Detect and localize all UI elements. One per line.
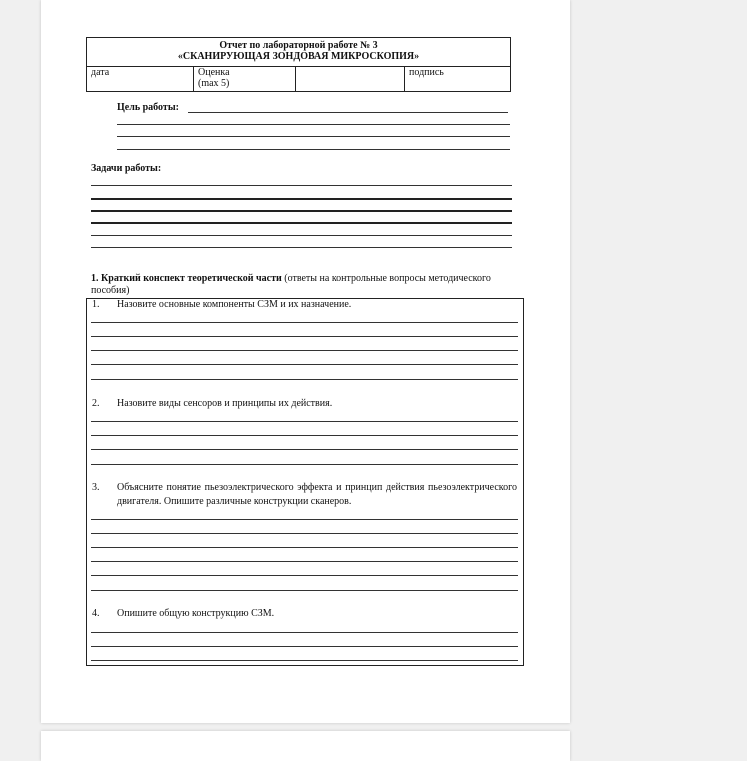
grade-label: Оценка — [198, 67, 230, 78]
signature-label: подпись — [409, 67, 444, 78]
answer-line — [91, 590, 518, 591]
answer-line — [91, 449, 518, 450]
question-text: Опишите общую конструкцию СЗМ. — [117, 608, 275, 619]
grade-cell — [194, 67, 296, 92]
goal-line — [117, 124, 510, 125]
goal-line — [188, 112, 508, 113]
answer-line — [91, 364, 518, 365]
tasks-line — [91, 198, 512, 200]
section1-heading — [91, 273, 521, 297]
report-title-line2: «СКАНИРУЮЩАЯ ЗОНДОВАЯ МИКРОСКОПИЯ» — [177, 51, 420, 62]
next-document-page — [41, 731, 570, 761]
viewer-scrollbar-track[interactable] — [741, 0, 747, 746]
answer-line — [91, 646, 518, 647]
report-title — [87, 38, 511, 67]
goal-line — [117, 136, 510, 137]
answer-line — [91, 322, 518, 323]
tasks-line — [91, 185, 512, 186]
question-text: Назовите основные компоненты СЗМ и их назначение. — [117, 299, 352, 310]
goal-label: Цель работы: — [117, 102, 179, 113]
report-header-table — [86, 37, 511, 92]
section1-title: 1. Краткий конспект теоретической части — [91, 273, 282, 284]
question-number: 4. — [92, 608, 100, 619]
signature-cell — [405, 67, 511, 92]
answer-line — [91, 561, 518, 562]
question-number: 3. — [92, 482, 100, 493]
answer-line — [91, 336, 518, 337]
section1-subtitle: (ответы на контрольные вопросы методического пособия) — [91, 273, 491, 296]
answer-line — [91, 350, 518, 351]
tasks-line — [91, 235, 512, 236]
answer-line — [91, 533, 518, 534]
answer-line — [91, 435, 518, 436]
goal-line — [117, 149, 510, 150]
answer-line — [91, 464, 518, 465]
answer-line — [91, 379, 518, 380]
question-number: 2. — [92, 398, 100, 409]
date-label: дата — [91, 67, 110, 78]
tasks-line — [91, 247, 512, 248]
tasks-line — [91, 210, 512, 212]
date-cell — [87, 67, 194, 92]
question-text: Назовите виды сенсоров и принципы их действия. — [117, 398, 333, 409]
answer-line — [91, 547, 518, 548]
answer-line — [91, 575, 518, 576]
answer-line — [91, 519, 518, 520]
question-number: 1. — [92, 299, 100, 310]
answer-line — [91, 660, 518, 661]
tasks-label: Задачи работы: — [91, 163, 162, 174]
tasks-line — [91, 222, 512, 224]
empty-cell — [296, 67, 405, 92]
report-title-line1: Отчет по лабораторной работе № 3 — [219, 40, 378, 51]
question-3-text: Объясните понятие пьезоэлектрического эффекта и принцип действия пьезоэлектрического двигателя. Опишите различные конструкции сканеров. — [117, 482, 517, 507]
answer-line — [91, 421, 518, 422]
grade-max-label: (max 5) — [198, 78, 230, 89]
answer-line — [91, 632, 518, 633]
document-page — [41, 0, 570, 723]
